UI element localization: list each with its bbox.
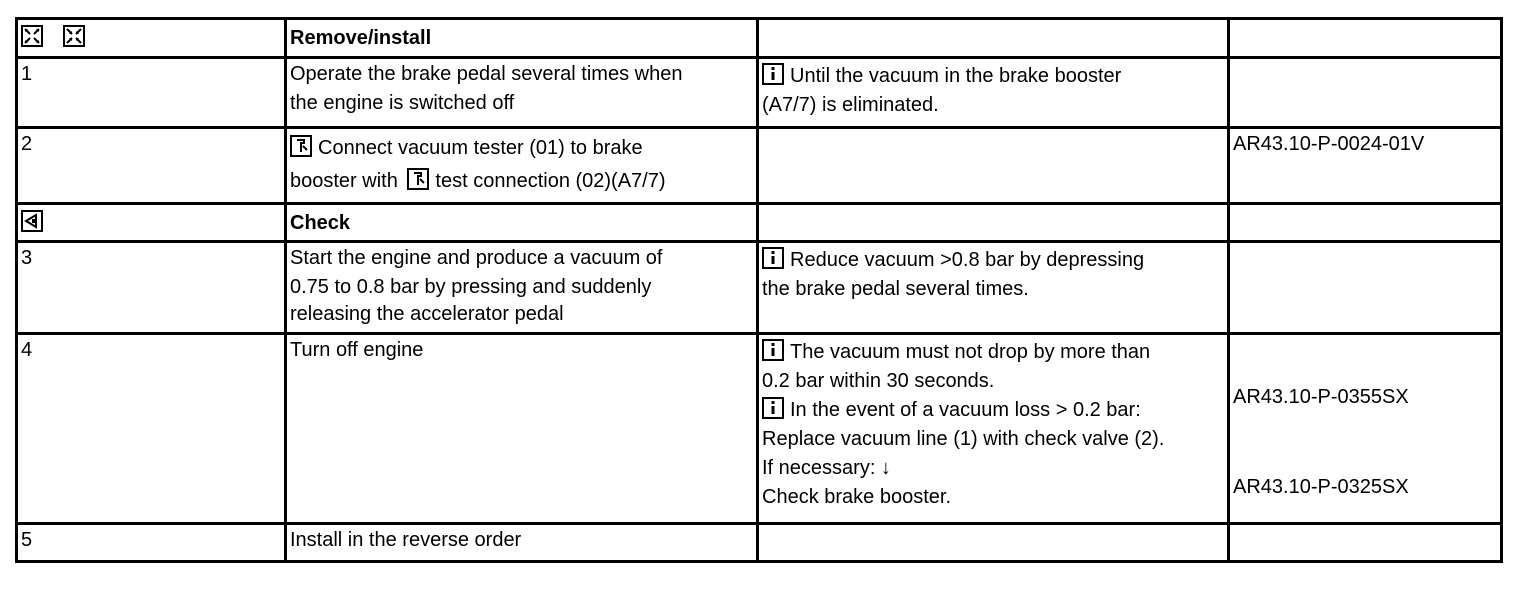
step-text [286, 128, 758, 204]
check-icon-cell [17, 204, 286, 242]
step-text [286, 58, 758, 128]
info-icon [762, 339, 784, 361]
note-line: If necessary: ↓ [762, 457, 891, 479]
note-cell [758, 524, 1229, 562]
note-line: (A7/7) is eliminated. [762, 94, 939, 116]
info-icon [762, 397, 784, 419]
header-ref-cell [1229, 19, 1502, 58]
table-row [17, 524, 1502, 562]
step-number: 4 [17, 334, 286, 524]
info-icon [762, 63, 784, 85]
step-line: the engine is switched off [290, 92, 515, 114]
step-line: test connection (02)(A7/7) [435, 170, 666, 192]
note-cell [758, 334, 1229, 524]
step-line: Start the engine and produce a vacuum of [290, 247, 663, 269]
step-line: Operate the brake pedal several times when [290, 63, 683, 85]
table-row [17, 334, 1502, 524]
note-cell [758, 204, 1229, 242]
note-line: Reduce vacuum >0.8 bar by depressing [790, 249, 1145, 271]
step-text: Install in the reverse order [286, 524, 758, 562]
step-line: booster with [290, 170, 398, 192]
section-row [17, 204, 1502, 242]
step-number: 3 [17, 242, 286, 334]
reference-cell [1229, 204, 1502, 242]
reference-cell [1229, 242, 1502, 334]
reference-cell [1229, 58, 1502, 128]
step-text [286, 242, 758, 334]
header-row [17, 19, 1502, 58]
procedure-table [15, 17, 1503, 563]
reference-link[interactable]: AR43.10-P-0355SX [1233, 386, 1409, 408]
reference-cell [1229, 334, 1502, 524]
step-line: Connect vacuum tester (01) to brake [318, 137, 643, 159]
note-line: Replace vacuum line (1) with check valve (2). [762, 428, 1165, 450]
note-line: 0.2 bar within 30 seconds. [762, 370, 995, 392]
info-icon [762, 247, 784, 269]
note-cell [758, 128, 1229, 204]
remove-icon [21, 25, 43, 47]
table-row [17, 242, 1502, 334]
special-tool-icon [407, 168, 429, 190]
header-icons-cell [17, 19, 286, 58]
special-tool-icon [290, 135, 312, 157]
section-title-check: Check [286, 204, 758, 242]
step-line: 0.75 to 0.8 bar by pressing and suddenly [290, 276, 652, 298]
reference-cell [1229, 524, 1502, 562]
step-number: 5 [17, 524, 286, 562]
table-row [17, 58, 1502, 128]
note-cell [758, 242, 1229, 334]
step-number: 1 [17, 58, 286, 128]
note-line: Until the vacuum in the brake booster [790, 65, 1122, 87]
install-icon [63, 25, 85, 47]
step-line: releasing the accelerator pedal [290, 303, 564, 325]
note-line: In the event of a vacuum loss > 0.2 bar: [790, 399, 1141, 421]
check-icon [21, 210, 43, 232]
note-line: Check brake booster. [762, 486, 951, 508]
step-text: Turn off engine [286, 334, 758, 524]
reference-cell: AR43.10-P-0024-01V [1229, 128, 1502, 204]
table-row [17, 128, 1502, 204]
header-note-cell [758, 19, 1229, 58]
note-cell [758, 58, 1229, 128]
step-number: 2 [17, 128, 286, 204]
note-line: the brake pedal several times. [762, 278, 1029, 300]
note-line: The vacuum must not drop by more than [790, 341, 1151, 363]
section-title-remove-install: Remove/install [286, 19, 758, 58]
reference-link[interactable]: AR43.10-P-0325SX [1233, 476, 1409, 498]
